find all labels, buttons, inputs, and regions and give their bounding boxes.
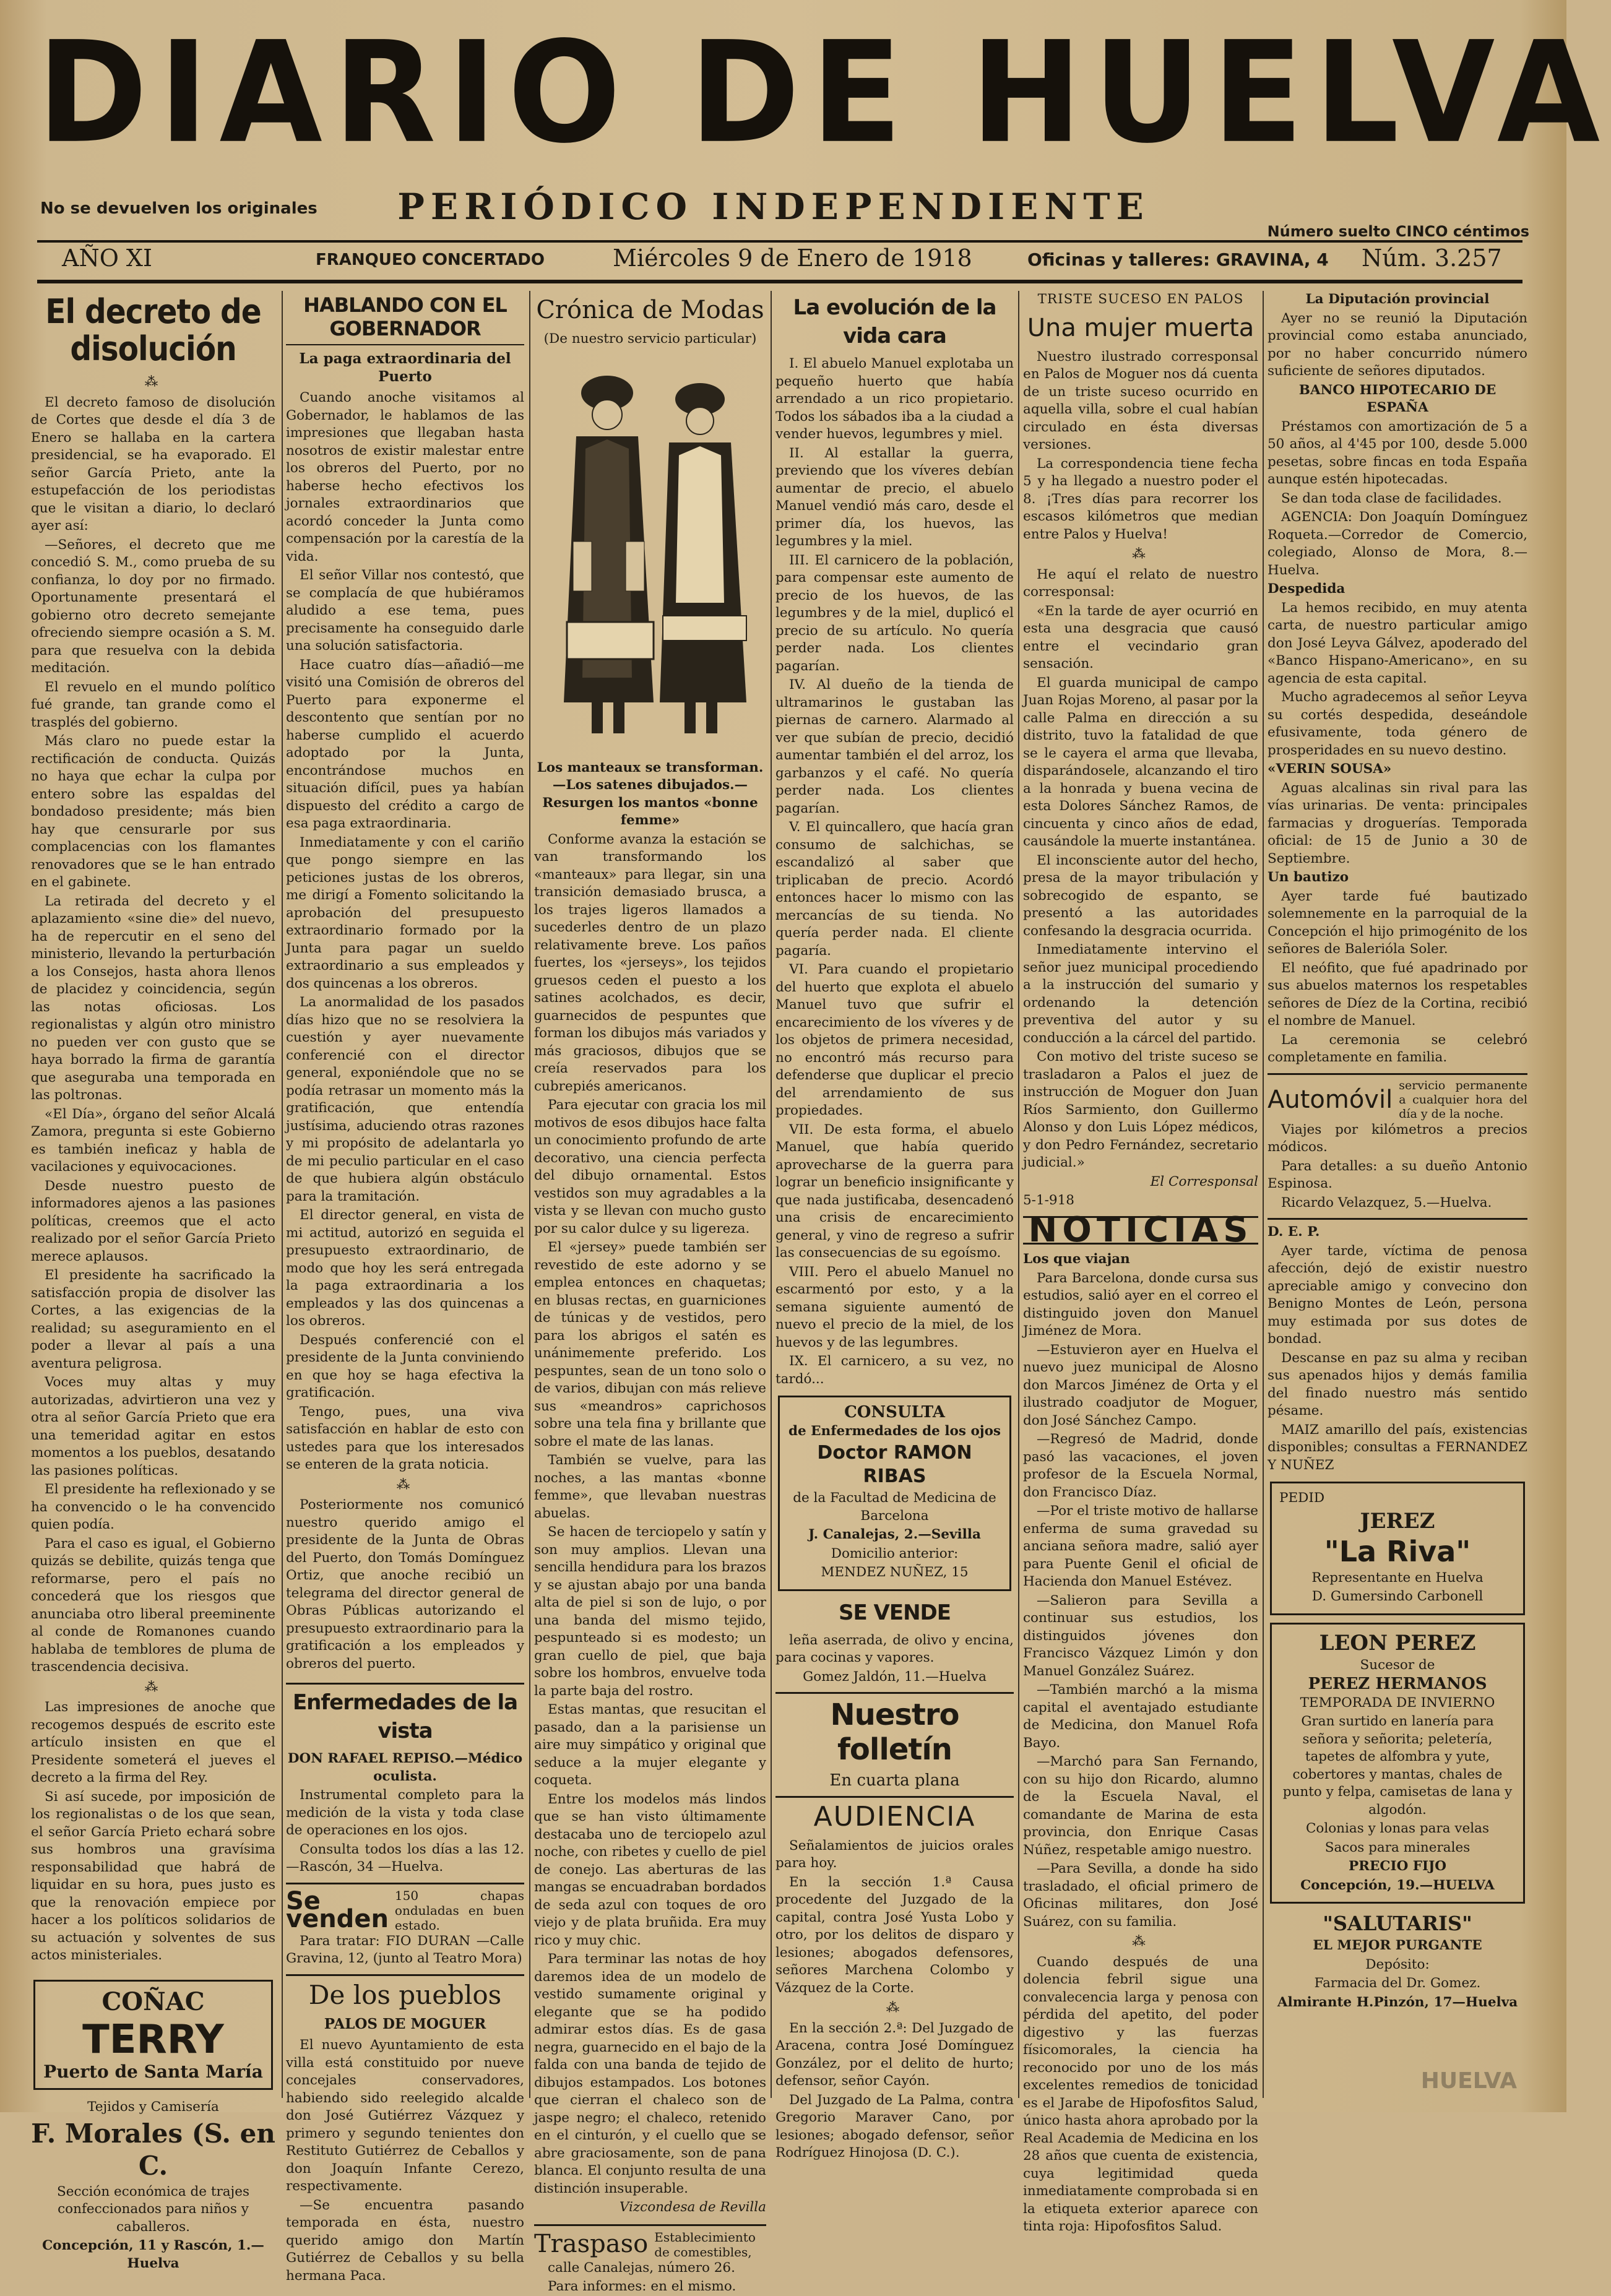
news-item: Aguas alcalinas sin rival para las vías urinarias. De venta: principales farmacias y droguerías. Temporada oficial: de 15 de Junio a 30 de Septiembre. <box>1268 780 1527 866</box>
ad-salutaris-address: Almirante H.Pinzón, 17—Huelva <box>1277 1994 1518 2010</box>
watermark-logo: HUELVA <box>1420 2068 1517 2094</box>
ad-consulta-doctor: Doctor RAMON RIBAS <box>817 1442 972 1487</box>
header-rule <box>37 280 1522 283</box>
ad-traspaso-address: calle Canalejas, número 26. <box>548 2259 735 2276</box>
folletin-sub: En cuarta plana <box>829 1771 960 1790</box>
ad-jerez-line4: D. Gumersindo Carbonell <box>1311 1589 1484 1604</box>
ad-chapas <box>286 1888 524 1933</box>
news-item: La ceremonia se celebró completamente en familia. <box>1268 1032 1527 1065</box>
article-byline: (De nuestro servicio particular) <box>543 331 757 347</box>
ad-traspaso-title: Traspaso <box>534 2230 649 2259</box>
article-paragraph: El nuevo Ayuntamiento de esta villa está constituido por nueve concejales conservadores, habiendo sido reelegido alcalde don José Gutiérrez Vázquez y primero y segundo tenientes don Restituto Gutiérrez de Ceballos y don Joaquín Infante Cerezo, respectivamente. <box>286 2037 524 2194</box>
news-item: —Para Sevilla, a donde ha sido trasladado, el oficial primero de Oficinas militares, don José Suárez, con su familia. <box>1023 1861 1258 1930</box>
article-paragraph: III. El carnicero de la población, para compensar este aumento de precio de los huevos, de las legumbres y de la miel, duplicó el precio de su artículo. No quería perder nada. Los clientes pagarían. <box>775 552 1014 674</box>
ad-jerez-brand: "La Riva" <box>1324 1534 1471 1568</box>
ad-automovil <box>1268 1079 1527 1121</box>
ad-auto-side: servicio permanente a cualquier hora del día y de la noche. <box>1399 1078 1527 1121</box>
article-paragraph: IX. El carnicero, a su vez, no tardó... <box>775 1353 1014 1387</box>
article-paragraph: Para terminar las notas de hoy daremos idea de un modelo de vestido sumamente original y elegante que se ha podido admirar estos días. Es de gasa negra, guarnecido en el bajo de la falda con una banda de tejido de dibujos estampados. Los botones que cierran el chaleco son de jaspe negro; el chaleco, retenido en el cinturón, y el cuello que se abre graciosamente, son de pana blanca. El conjunto resulta de una distinción insuperable. <box>534 1951 766 2196</box>
info-bar <box>37 244 1522 275</box>
column-divider <box>1263 291 1264 2098</box>
ad-salutaris-sub: EL MEJOR PURGANTE <box>1313 1938 1482 1953</box>
pueblos-title: De los pueblos <box>308 1979 502 2010</box>
news-item: La hemos recibido, en muy atenta carta, de nuestro particular amigo don José Leyva Gálvez, apoderado del «Banco Hispano-Americano», en su agencia de esta capital. <box>1268 600 1527 686</box>
article-kicker: TRISTE SUCESO EN PALOS <box>1037 291 1244 307</box>
section-head: Un bautizo <box>1268 870 1349 885</box>
ad-leon-address: Concepción, 19.—HUELVA <box>1300 1877 1495 1893</box>
article-paragraph: El presidente ha reflexionado y se ha convencido o le ha convencido quien podía. <box>31 1482 275 1532</box>
ad-vista-title: Enfermedades de la vista <box>292 1690 518 1743</box>
article-headline: La evolución de la vida cara <box>793 295 996 348</box>
column-3 <box>534 291 766 2294</box>
ad-vende-text: leña aserrada, de olivo y encina, para cocinas y vapores. <box>775 1632 1014 1665</box>
ad-leon-sacos: Sacos para minerales <box>1324 1839 1471 1855</box>
column-2 <box>286 291 524 2284</box>
article-paragraph: Nuestro ilustrado corresponsal en Palos de Moguer nos dá cuenta de un triste suceso ocurrido en aquella villa, sobre el cual habían circulado en ésta diversas versiones. <box>1023 348 1258 452</box>
article-paragraph: Cuando anoche visitamos al Gobernador, le hablamos de las impresiones que llegaban hasta nosotros de existir malestar entre los obreros del Puerto, por no haberse hecho efectivos los jornales extraordinarios que acordó conceder la Junta como compensación por la carestía de la vida. <box>286 390 524 564</box>
ad-consulta-address: J. Canalejas, 2.—Sevilla <box>808 1527 981 1542</box>
ad-vista-doctor: DON RAFAEL REPISO.—Médico oculista. <box>287 1751 523 1784</box>
article-paragraph: La retirada del decreto y el aplazamiento «sine die» del nuevo, ha de repercutir en el seno del ministerio, llevando la perturbación a los Consejos, hasta ahora llenos de placidez y coincidencia, según las notas oficiosas. Los regionalistas y algún otro ministro no pueden ver con gusto que se haya borrado la firma de garantía que aseguraba una temporada en las poltronas. <box>31 893 275 1103</box>
ad-traspaso <box>534 2230 766 2259</box>
franqueo-label: FRANQUEO CONCERTADO <box>316 251 545 269</box>
article-paragraph: El inconsciente autor del hecho, presa de la mayor tribulación y sobrecogido de espanto, se presentó a las autoridades confesando la desgracia ocurrida. <box>1023 852 1258 939</box>
column-divider <box>529 291 530 2098</box>
column-divider <box>1018 291 1019 2098</box>
ad-consulta-prev-label: Domicilio anterior: <box>831 1545 959 1561</box>
masthead-note-right: Número suelto CINCO céntimos <box>1267 223 1529 240</box>
article-paragraph: Si así sucede, por imposición de los regionalistas o de los que sean, el señor García Prieto echará sobre sus hombros una gravísima responsabilidad que habrá de liquidar en su hora, pues justo es que la renovación empiece por hacer a los políticos solidarios de su actuación y solventes de sus actos ministeriales. <box>31 1789 275 1963</box>
article-paragraph: El revuelo en el mundo político fué grande, tan grande como el trasplés del gobierno. <box>31 679 275 730</box>
noticias-header: NOTICIAS <box>1023 1216 1258 1245</box>
ad-auto-line: Ricardo Velazquez, 5.—Huelva. <box>1281 1194 1492 1211</box>
news-item: Cuando después de una dolencia febril sigue una convalecencia larga y penosa con pérdida del apetito, del poder digestivo y las fuerzas físicomorales, la ciencia ha reconocido por uno de los más excelentes remedios de tonicidad es el Jarabe de Hipofosfitos Salud, único hasta ahora aprobado por la Real Academia de Medicina en los 28 años que cuenta de existencia, cuya legitimidad queda inmediatamente comprobada si en la etiqueta exterior aparece con tinta roja: Hipofosfitos Salud. <box>1023 1954 1258 2234</box>
ad-jerez-tag: PEDID <box>1279 1490 1325 1506</box>
section-head: La Diputación provincial <box>1305 291 1490 307</box>
article-paragraph: Desde nuestro puesto de informadores ajenos a las pasiones políticas, creemos que el acto realizado por el señor García Prieto merece aplausos. <box>31 1178 275 1264</box>
ad-terry-line1: COÑAC <box>101 1987 205 2016</box>
article-paragraph: He aquí el relato de nuestro corresponsal: <box>1023 566 1258 600</box>
ad-leon-lonas: Colonias y lonas para velas <box>1305 1821 1490 1836</box>
section-head: BANCO HIPOTECARIO DE ESPAÑA <box>1298 382 1497 415</box>
article-paragraph: El guarda municipal de campo Juan Rojas Moreno, al pasar por la calle Palma en dirección a su distrito, tuvo la fatalidad de que se le cayera el arma que llevaba, disparándosele, alcanzando el tiro a la honrada y buena vecina de esta Dolores Sánchez Ramos, de cincuenta y cinco años de edad, causándole la muerte instantánea. <box>1023 675 1258 849</box>
issue-year: AÑO XI <box>62 244 152 272</box>
office-address: Oficinas y talleres: GRAVINA, 4 <box>1027 249 1329 270</box>
article-paragraph: El «jersey» puede también ser revestido de este adorno y se emplea entonces en chaquetas; en blusas rectas, en guarniciones de túnicas y de vestidos, pero para los abrigos el satén es unánimemente preferido. Los pespuntes, sean de un tono solo o de varios, dibujan con más relieve sus «meandros» caprichosos sobre una tela fina y brillante que sobre el mate de las lanas. <box>534 1240 766 1449</box>
column-1 <box>31 291 275 2271</box>
article-paragraph: El decreto famoso de disolución de Cortes que desde el día 3 de Enero se hallaba en la cartera presidencial, se ha evaporado. El señor García Prieto, ante la estupefacción de los periodistas que le visitan a diario, lo declaró ayer así: <box>31 394 275 533</box>
ad-vista-hours: Consulta todos los días a las 12.—Rascón, 34 —Huelva. <box>286 1841 524 1875</box>
column-5 <box>1023 291 1258 2234</box>
ad-salutaris-dep: Depósito: <box>1365 1956 1430 1972</box>
news-item: —Regresó de Madrid, donde pasó las vacaciones, el joven profesor de la Escuela Normal, don Francisco Díaz. <box>1023 1431 1258 1500</box>
article-paragraph: —Señores, el decreto que me concedió S. M., como prueba de su confianza, lo doy por no firmado. Oportunamente presentará el gobierno otro decreto semejante ofreciendo siempre ocasión a S. M. para que resuelva con la debida meditación. <box>31 537 275 676</box>
ad-consulta-prev: MENDEZ NUÑEZ, 15 <box>821 1564 969 1580</box>
news-item: MAIZ amarillo del país, existencias disponibles; consultas a FERNANDEZ Y NUÑEZ <box>1268 1422 1527 1473</box>
section-head: Los que viajan <box>1023 1251 1130 1267</box>
article-paragraph: IV. Al dueño de la tienda de ultramarinos le gustaban las piernas de carnero. Alarmado al ver que subían de precio, decidió aumentar también el del arroz, los garbanzos y el café. No quería perder nada. Los clientes pagarían. <box>775 677 1014 816</box>
article-paragraph: II. Al estallar la guerra, previendo que los víveres debían aumentar de precio, el abuelo Manuel vendió más caro, desde el primer día, los huevos, las legumbres y la miel. <box>775 445 1014 549</box>
article-paragraph: Más claro no puede estar la rectificación de conducta. Quizás no haya que echar la culpa por entero sobre las espaldas del bondadoso presidente; más bien hay que censurarle por sus complacencias con los flamantes renovadores que se le han entrado en el gabinete. <box>31 733 275 890</box>
ad-jerez-line3: Representante en Huelva <box>1311 1569 1484 1586</box>
news-item: —Por el triste motivo de hallarse enferma de suma gravedad su anciana señora madre, salió ayer para Puente Genil el oficial de Hacienda don Manuel Estévez. <box>1023 1503 1258 1589</box>
article-paragraph: En la sección 2.ª: Del Juzgado de Aracena, contra José Domínguez González, por el delito de hurto; defensor, señor Cayón. <box>775 2020 1014 2089</box>
column-divider <box>771 291 772 2098</box>
news-item: —Marchó para San Fernando, con su hijo don Ricardo, alumno de la Escuela Naval, el comandante de Marina de esta provincia, don Enrique Casas Núñez, respetable amigo nuestro. <box>1023 1754 1258 1858</box>
article-paragraph: VI. Para cuando el propietario del huerto que explota el abuelo Manuel tuvo que sufrir el encarecimiento de los víveres y de los objetos de primera necesidad, no encontró más recurso para defenderse que duplicar el precio del arrendamiento de sus propiedades. <box>775 962 1014 1118</box>
news-item: —También marchó a la misma capital el aventajado estudiante de Medicina, don Manuel Rofa Bayo. <box>1023 1682 1258 1751</box>
ad-salutaris-pharm: Farmacia del Dr. Gomez. <box>1314 1975 1481 1991</box>
ad-auto-line: Para detalles: a su dueño Antonio Espinosa. <box>1268 1158 1527 1191</box>
article-paragraph: Para el caso es igual, el Gobierno quizás se debilite, quizás tenga que reformarse, pero el país no concederá que los riesgos que anunciaba otro liberal preeminente al conde de Romanones cuando hablaba de temblores de pluma de trascendencia decisiva. <box>31 1535 275 1675</box>
article-paragraph: Señalamientos de juicios orales para hoy. <box>775 1837 1014 1871</box>
article-paragraph: La correspondencia tiene fecha 5 y ha llegado a nuestro poder el 8. ¡Tres días para recorrer los escasos kilómetros que median entre Palos y Huelva! <box>1023 455 1258 542</box>
ad-morales-address: Concepción, 11 y Rascón, 1.—Huelva <box>42 2238 264 2271</box>
ad-terry-place: Puerto de Santa María <box>43 2061 263 2082</box>
article-paragraph: El presidente ha sacrificado la satisfacción propia de disolver las Cortes, a las exigencias de la realidad; su aseguramiento en el poder a llevar al país a una aventura peligrosa. <box>31 1267 275 1371</box>
ad-leon-title: LEON PEREZ <box>1319 1630 1476 1655</box>
news-item: Se dan toda clase de facilidades. <box>1281 490 1502 506</box>
ornament: ⁂ <box>396 1477 414 1493</box>
ad-morales-line1: Tejidos y Camisería <box>87 2099 219 2115</box>
article-paragraph: VIII. Pero el abuelo Manuel no escarmentó por esto, y a la semana siguiente aumentó de nuevo el precio de la miel, de los huevos y de las legumbres. <box>775 1264 1014 1350</box>
fashion-illustration <box>539 356 762 752</box>
news-item: AGENCIA: Don Joaquín Domínguez Roqueta.—Corredor de Comercio, colegiado, Alonso de Mora, 8.—Huelva. <box>1268 509 1527 578</box>
ad-traspaso-text: Establecimiento de comestibles, <box>654 2229 756 2259</box>
ornament: ⁂ <box>886 2000 904 2016</box>
article-paragraph: «En la tarde de ayer ocurrió en esta una desgracia que causó entre el vecindario gran sensación. <box>1023 603 1258 671</box>
article-paragraph: Posteriormente nos comunicó nuestro querido amigo el presidente de la Junta de Obras del Puerto, don Tomás Domínguez Ortiz, que anoche recibió un telegrama del director general de Obras Públicas autorizando el presupuesto extraordinario para la gratificación a los empleados y obreros del puerto. <box>286 1497 524 1672</box>
fashion-figures <box>539 356 762 752</box>
ad-consulta <box>778 1396 1011 1591</box>
column-4 <box>775 291 1014 2160</box>
news-item: —Estuvieron ayer en Huelva el nuevo juez municipal de Alosno don Marcos Jiménez de Orta y el ilustrado coadjutor de Moguer, don José Sánchez Campo. <box>1023 1342 1258 1428</box>
news-item: —Salieron para Sevilla a continuar sus estudios, los distinguidos jóvenes don Francisco Vázquez Limón y don Manuel González Suárez. <box>1023 1592 1258 1679</box>
masthead-title: DIARIO DE HUELVA <box>37 11 1611 175</box>
article-paragraph: Hace cuatro días—añadió—me visitó una Comisión de obreros del Puerto para exponerme el descontento que sentían por no haberse cumplido el acuerdo adoptado por la Junta, encontrándose muchos en situación difícil, pues ya habían dispuesto del crédito a cargo de esa paga extraordinaria. <box>286 657 524 831</box>
article-paragraph: Con motivo del triste suceso se trasladaron a Palos el juez de instrucción de Moguer don Juan Ríos Sarmiento, don Guillermo Alonso y don Luis López médicos, y don Pedro Fernández, secretario judicial.» <box>1023 1049 1258 1170</box>
article-signature: Vizcondesa de Revilla <box>619 2199 766 2215</box>
ornament: ⁂ <box>144 374 162 390</box>
issue-number: Núm. 3.257 <box>1362 244 1502 272</box>
article-paragraph: En la sección 1.ª Causa procedente del Juzgado de la capital, contra José Yusta Lobo y otro, por los delitos de disparo y lesiones; abogados defensores, señores Marchena Colombo y Vázquez de la Corte. <box>775 1874 1014 1996</box>
article-paragraph: Entre los modelos más lindos que se han visto últimamente destacaba uno de terciopelo azul noche, con ribetes y cuello de piel de conejo. Las aberturas de las mangas se encuadraban bordados de seda azul con toques de oro viejo y de plata bruñida. Era muy rico y muy chic. <box>534 1791 766 1948</box>
ad-leon-perez <box>1270 1623 1525 1904</box>
pueblos-subhead: PALOS DE MOGUER <box>324 2015 486 2032</box>
article-paragraph: VII. De esta forma, el abuelo Manuel, que había querido aprovecharse de la guerra para lograr un beneficio insignificante y que nada justificaba, desencadenó una crisis de encarecimiento general, y vino de regreso a sufrir las consecuencias de su egoísmo. <box>775 1121 1014 1261</box>
ornament: ⁂ <box>144 1679 162 1695</box>
news-item: Descanse en paz su alma y reciban sus apenados hijos y demás familia del finado nuestro más sentido pésame. <box>1268 1350 1527 1418</box>
ad-chapas-title: Se venden <box>286 1887 389 1933</box>
news-item: El neófito, que fué apadrinado por sus abuelos maternos los respetables señores de Díez de la Cortina, recibió el nombre de Manuel. <box>1268 960 1527 1029</box>
article-paragraph: El director general, en vista de mi actitud, autorizó en seguida el presupuesto extraordinario, de modo que hoy les será entregada la paga extraordinaria a los empleados y las dos quincenas a los obreros. <box>286 1207 524 1329</box>
ad-auto-line: Viajes por kilómetros a precios módicos. <box>1268 1121 1527 1155</box>
ad-consulta-sub: de Enfermedades de los ojos <box>788 1423 1001 1439</box>
article-headline: El decreto de disolución <box>45 292 261 368</box>
masthead-note-left: No se devuelven los originales <box>40 199 317 218</box>
section-head: Despedida <box>1268 581 1345 597</box>
ad-leon-sub: Sucesor de <box>1360 1657 1435 1673</box>
article-headline: Una mujer muerta <box>1027 313 1255 342</box>
issue-date: Miércoles 9 de Enero de 1918 <box>613 244 972 272</box>
article-subhead: La paga extraordinaria del Puerto <box>299 350 511 385</box>
ad-terry-brand: TERRY <box>82 2016 224 2063</box>
article-headline: Crónica de Modas <box>536 296 764 324</box>
article-paragraph: V. El quincallero, que hacía gran consumo de salchichas, se escandalizó al saber que triplicaban de precio. Acordó entonces hacer lo mismo con las mercancías de su tienda. No quería perder nada. El cliente pagaría. <box>775 819 1014 959</box>
article-paragraph: Para ejecutar con gracia los mil motivos de esos dibujos hace falta un conocimiento profundo de arte decorativo, una ciencia perfecta del dibujo ornamental. Estos vestidos son muy agradables a la vista y se llevan con mucho gusto por su calor dulce y su ligereza. <box>534 1097 766 1236</box>
ornament: ⁂ <box>1132 546 1149 562</box>
article-paragraph: Del Juzgado de La Palma, contra Gregorio Maraver Cano, por lesiones; abogado defensor, señor Rodríguez Hinojosa (D. C.). <box>775 2092 1014 2160</box>
ad-salutaris-title: "SALUTARIS" <box>1323 1912 1472 1935</box>
article-paragraph: Voces muy altas y muy autorizadas, advirtieron una vez y otra al señor García Prieto que era una temeridad agitar en estos momentos a los pueblos, desatando las pasiones políticas. <box>31 1375 275 1478</box>
ad-consulta-faculty: de la Facultad de Medicina de Barcelona <box>793 1490 996 1524</box>
ad-leon-season: TEMPORADA DE INVIERNO <box>1300 1694 1495 1711</box>
ad-traspaso-info: Para informes: en el mismo. <box>548 2279 736 2294</box>
ad-chapas-contact: Para tratar: FIO DURAN —Calle Gravina, 12, (junto al Teatro Mora) <box>286 1933 524 1966</box>
article-paragraph: Estas mantas, que resucitan el pasado, dan a la parisiense un aire muy simpático y original que seduce a la mujer elegante y coqueta. <box>534 1702 766 1788</box>
article-paragraph: —Se encuentra pasando temporada en ésta, nuestro querido amigo don Martín Gutiérrez de Ceballos y su bella hermana Paca. <box>286 2197 524 2284</box>
section-head: D. E. P. <box>1268 1224 1320 1240</box>
audiencia-title: AUDIENCIA <box>813 1800 976 1832</box>
article-paragraph: Inmediatamente intervino el señor juez municipal procediendo a la instrucción del sumario y ordenando la detención preventiva del autor y su conducción a la cárcel del partido. <box>1023 942 1258 1046</box>
ad-terry <box>33 1980 273 2091</box>
ornament: ⁂ <box>1132 1934 1149 1949</box>
ad-leon-price: PRECIO FIJO <box>1348 1858 1447 1874</box>
news-item: Ayer no se reunió la Diputación provincial como estaba anunciado, por no haber concurrido número suficiente de señores diputados. <box>1268 310 1527 379</box>
ad-morales <box>31 2099 275 2272</box>
news-item: Para Barcelona, donde cursa sus estudios, salió ayer en el correo el distinguido joven don Manuel Jiménez de Mora. <box>1023 1270 1258 1339</box>
article-paragraph: I. El abuelo Manuel explotaba un pequeño huerto que había arrendado a un rico propietario. Todos los sábados iba a la ciudad a vender huevos, legumbres y miel. <box>775 356 1014 442</box>
column-6 <box>1268 291 1527 2104</box>
news-item: Ayer tarde fué bautizado solemnemente en la parroquial de la Concepción el hijo primogénito de los señores de Balerióla Soler. <box>1268 888 1527 957</box>
article-date: 5-1-918 <box>1023 1193 1074 1208</box>
masthead-subtitle: PERIÓDICO INDEPENDIENTE <box>397 186 1150 228</box>
ad-morales-line3: Sección económica de trajes confeccionados para niños y caballeros. <box>57 2183 249 2235</box>
ad-salutaris <box>1268 1911 1527 2011</box>
article-paragraph: «El Día», órgano del señor Alcalá Zamora, pregunta si este Gobierno es también ineficaz y habla de vacilaciones y equivocaciones. <box>31 1106 275 1175</box>
ad-consulta-title: CONSULTA <box>844 1403 945 1422</box>
ad-chapas-text: 150 chapas onduladas en buen estado. <box>394 1888 524 1933</box>
article-paragraph: Las impresiones de anoche que recogemos después de escrito este artículo insisten en que el Presidente someterá el jueves el decreto a la firma del Rey. <box>31 1699 275 1785</box>
ad-jerez <box>1270 1482 1525 1615</box>
ad-auto-title: Automóvil <box>1268 1085 1393 1114</box>
top-rule <box>37 240 1522 243</box>
article-signature: El Corresponsal <box>1150 1173 1258 1189</box>
article-paragraph: Se hacen de terciopelo y satín y son muy amplios. Llevan una sencilla hendidura para los brazos y se ajustan abajo por una banda alta de piel si son de lujo, o por una banda del mismo tejido, pespunteado si es modesto; un gran cuello de piel, que baja sobre los hombros, envuelve toda la parte baja del rostro. <box>534 1524 766 1699</box>
article-headline: HABLANDO CON EL GOBERNADOR <box>286 293 524 345</box>
article-paragraph: También se vuelve, para las noches, a las mantas «bonne femme», que llevaban nuestras abuelas. <box>534 1452 766 1521</box>
article-paragraph: Conforme avanza la estación se van transformando los «manteaux» para llegar, sin una transición demasiado brusca, a los trajes ligeros llamados a sucederles dentro de un plazo relativamente breve. Los paños fuertes, los «jerseys», los tejidos gruesos ceden el puesto a los satines acolchados, es decir, guarnecidos de pespuntes que forman los dibujos más variados y más graciosos, dibujos que se creía reservados para los cubrepiés americanos. <box>534 831 766 1094</box>
ad-vende-contact: Gomez Jaldón, 11.—Huelva <box>803 1668 987 1685</box>
ad-vende-title: SE VENDE <box>839 1600 951 1625</box>
section-head: «VERIN SOUSA» <box>1268 761 1392 777</box>
ad-vista-text: Instrumental completo para la medición de la vista y toda clase de operaciones en los ojos. <box>286 1787 524 1838</box>
ad-leon-firm: PEREZ HERMANOS <box>1308 1675 1487 1693</box>
ad-jerez-line1: JEREZ <box>1360 1508 1435 1534</box>
article-paragraph: Inmediatamente y con el cariño que pongo siempre en las peticiones justas de los obreros, me dirigí a Fomento solicitando la aprobación del presupuesto extraordinario formado por la Junta para pagar un sueldo extraordinario a sus empleados y dos quincenas a los obreros. <box>286 834 524 991</box>
news-item: Ayer tarde, víctima de penosa afección, dejó de existir nuestro apreciable amigo y convecino don Benigno Montes de León, persona muy estimada por sus dotes de bondad. <box>1268 1243 1527 1347</box>
news-item: Mucho agradecemos al señor Leyva su cortés despedida, deseándole efusivamente, toda género de prosperidades en su nuevo destino. <box>1268 689 1527 758</box>
illustration-caption: Los manteaux se transforman.—Los satenes dibujados.—Resurgen los mantos «bonne femme» <box>537 759 764 828</box>
article-paragraph: El señor Villar nos contestó, que se complacía de que hubiéramos aludido a ese tema, pues precisamente ha conseguido darle una solución satisfactoria. <box>286 568 524 654</box>
column-divider <box>282 291 283 2098</box>
ad-leon-text: Gran surtido en lanería para señora y señorita; peletería, tapetes de alfombra y yute, cobertores y mantas, chales de punto y felpa, camisetas de lana y algodón. <box>1282 1714 1513 1818</box>
article-paragraph: Tengo, pues, una viva satisfacción en hablar de esto con ustedes para que los interesados se enteren de la grata noticia. <box>286 1404 524 1472</box>
article-paragraph: La anormalidad de los pasados días hizo que no se resolviera la cuestión y ayer nuevamente conferencié con el director general, exponiéndole que no se podía retrasar un momento más la gratificación, que entendía justísima, aduciendo otras razones y mi propósito de adelantarla yo de mi peculio particular en el caso de que hubiera algún obstáculo para la tramitación. <box>286 995 524 1204</box>
news-item: Préstamos con amortización de 5 a 50 años, al 4'45 por 100, desde 5.000 pesetas, sobre fincas en toda España aunque estén hipotecadas. <box>1268 418 1527 487</box>
folletin-title: Nuestro folletín <box>830 1698 959 1767</box>
ad-morales-name: F. Morales (S. en C. <box>31 2118 275 2181</box>
article-paragraph: Después conferencié con el presidente de la Junta conviniendo en que hoy se haga efectiva la gratificación. <box>286 1332 524 1400</box>
